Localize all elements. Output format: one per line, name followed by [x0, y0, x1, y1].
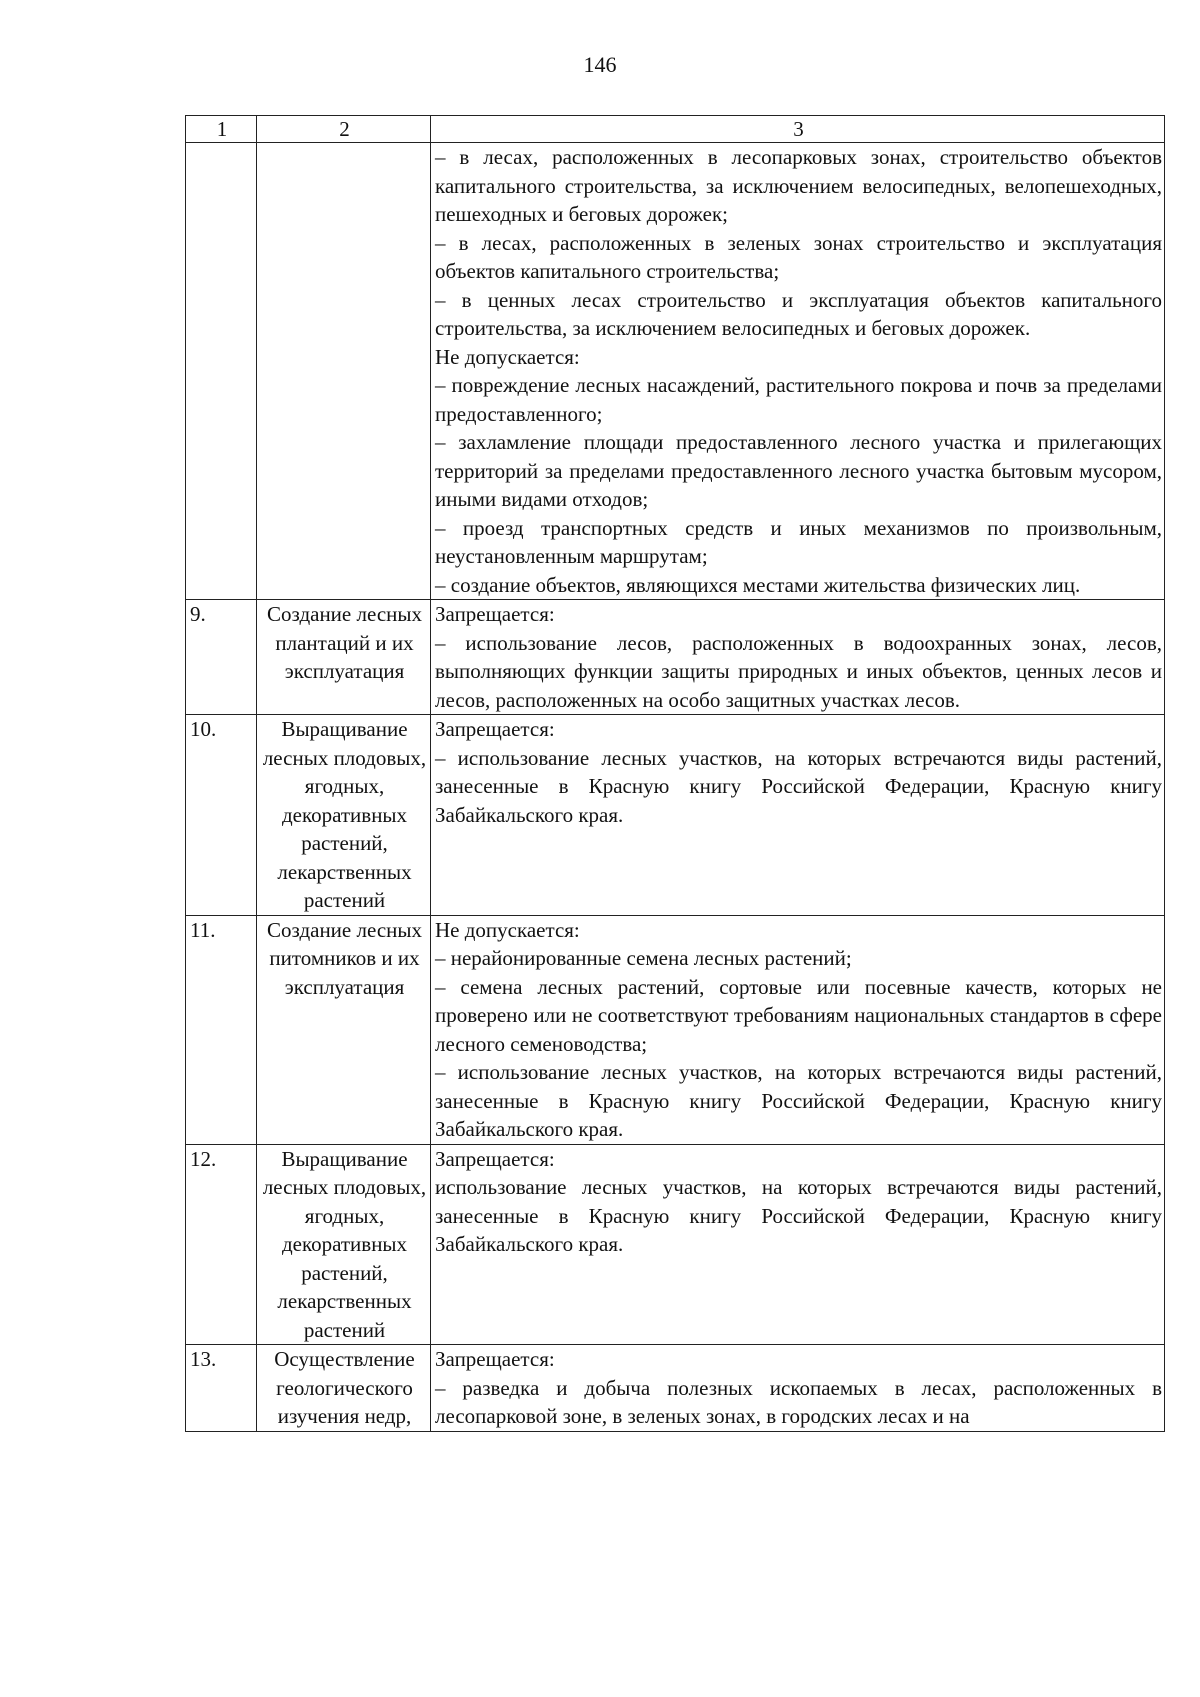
activity-name: Создание лесных питомников и их эксплуатация [257, 915, 431, 1144]
restrictions-cell [431, 1345, 1165, 1432]
activity-name: Осуществление геологического изучения недр, [257, 1345, 431, 1432]
restriction-line: Запрещается: [435, 717, 555, 741]
restriction-line: Запрещается: [435, 602, 555, 626]
restriction-line: – разведка и добыча полезных ископаемых в лесах, расположенных в лесопарковой зоне, в зеленых зонах, в городских лесах и на [435, 1375, 1162, 1428]
table-row [186, 915, 1165, 1144]
restriction-line: – использование лесов, расположенных в водоохранных зонах, лесов, выполняющих функции защиты природных и иных объектов, ценных лесов и лесов, расположенных на особо защитных участках лесов. [435, 630, 1162, 712]
table-row [186, 600, 1165, 715]
restriction-line: – использование лесных участков, на которых встречаются виды растений, занесенные в Красную книгу Российской Федерации, Красную книгу Забайкальского края. [435, 745, 1162, 827]
activity-name: Создание лесных плантаций и их эксплуатация [257, 600, 431, 715]
restriction-line: – проезд транспортных средств и иных механизмов по произвольным, неустановленным маршрутам; [435, 515, 1162, 568]
row-number [186, 143, 257, 600]
row-number: 11. [186, 915, 257, 1144]
activity-name: Выращивание лесных плодовых, ягодных, декоративных растений, лекарственных растений [257, 1144, 431, 1345]
restriction-line: Запрещается: [435, 1146, 555, 1171]
row-number: 13. [186, 1345, 257, 1432]
table-row [186, 143, 1165, 600]
restriction-line: – семена лесных растений, сортовые или посевные качеств, которых не проверено или не соответствуют требованиям национальных стандартов в сфере лесного семеноводства; [435, 974, 1162, 1056]
restriction-line: – повреждение лесных насаждений, растительного покрова и почв за пределами предоставленного; [435, 373, 1162, 426]
table-row [186, 715, 1165, 916]
restriction-line: Не допускается: [435, 344, 580, 369]
table-row [186, 1345, 1165, 1432]
row-number: 10. [186, 715, 257, 916]
restriction-line: – использование лесных участков, на которых встречаются виды растений, занесенные в Красную книгу Российской Федерации, Красную книгу Забайкальского края. [435, 1060, 1162, 1141]
regulation-table [185, 115, 1165, 1432]
page-number: 146 [583, 52, 617, 77]
restrictions-cell [431, 1144, 1165, 1345]
restrictions-cell [431, 715, 1165, 916]
restriction-line: – создание объектов, являющихся местами жительства физических лиц. [435, 572, 1081, 597]
restriction-line: использование лесных участков, на которых встречаются виды растений, занесенные в Красную книгу Российской Федерации, Красную книгу Забайкальского края. [435, 1175, 1162, 1256]
restriction-line: – нерайонированные семена лесных растений; [435, 946, 852, 970]
activity-name [257, 143, 431, 600]
row-number: 12. [186, 1144, 257, 1345]
restriction-line: – захламление площади предоставленного лесного участка и прилегающих территорий за пределами предоставленного лесного участка бытовым мусором, иными видами отходов; [435, 430, 1162, 511]
column-header-3: 3 [431, 116, 1165, 143]
restriction-line: – в лесах, расположенных в лесопарковых зонах, строительство объектов капитального строительства, за исключением велосипедных, велопешеходных, пешеходных и беговых дорожек; [435, 145, 1162, 226]
restriction-line: – в лесах, расположенных в зеленых зонах строительство и эксплуатация объектов капитального строительства; [435, 230, 1162, 283]
restrictions-cell [431, 915, 1165, 1144]
activity-name: Выращивание лесных плодовых, ягодных, декоративных растений, лекарственных растений [257, 715, 431, 916]
column-header-1: 1 [186, 116, 257, 143]
restriction-line: Не допускается: [435, 917, 580, 942]
table-header-row [186, 116, 1165, 143]
row-number: 9. [186, 600, 257, 715]
restriction-line: – в ценных лесах строительство и эксплуатация объектов капитального строительства, за исключением велосипедных и беговых дорожек. [435, 287, 1162, 340]
restrictions-cell [431, 143, 1165, 600]
restriction-line: Запрещается: [435, 1347, 555, 1371]
table-row [186, 1144, 1165, 1345]
column-header-2: 2 [257, 116, 431, 143]
table-body [186, 143, 1165, 1432]
restrictions-cell [431, 600, 1165, 715]
